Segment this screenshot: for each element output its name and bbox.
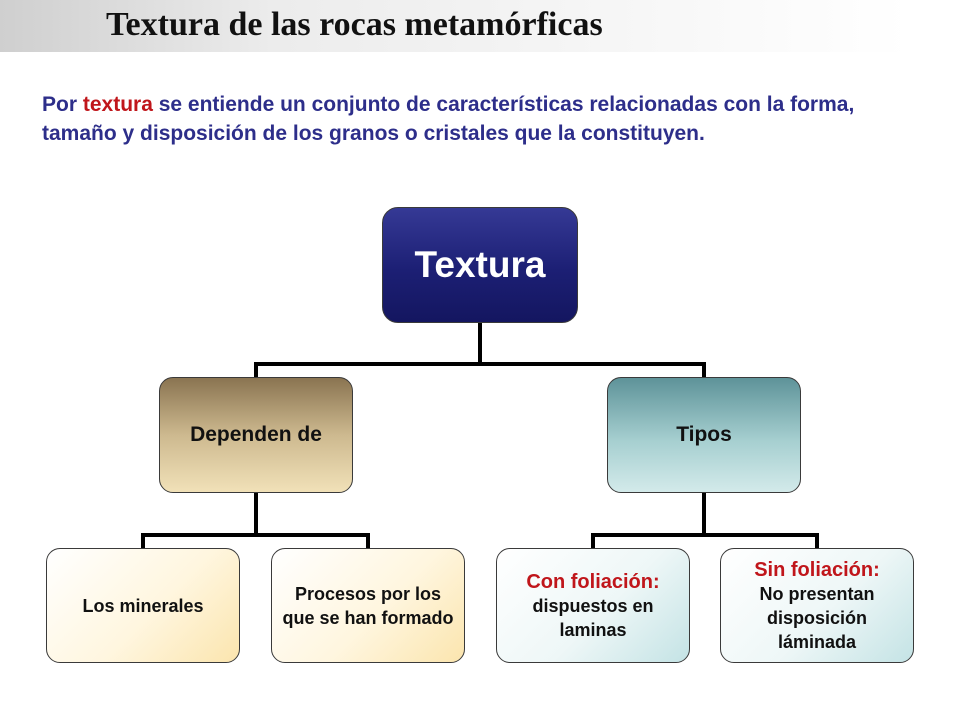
connector-right-down — [702, 362, 706, 377]
connector-left-branch-horizontal — [141, 533, 370, 537]
node-tipos-label: Tipos — [676, 423, 732, 446]
node-procesos — [271, 548, 465, 663]
connector-right-branch-down — [702, 493, 706, 535]
node-con-foliacion-text: dispuestos en laminas — [532, 595, 654, 640]
connector-leaf-d-down — [815, 533, 819, 548]
intro-paragraph — [42, 90, 922, 148]
connector-leaf-b-down — [366, 533, 370, 548]
intro-before: Por — [42, 93, 83, 116]
connector-left-branch-down — [254, 493, 258, 535]
slide-title: Textura de las rocas metamórficas — [106, 6, 603, 43]
intro-highlight: textura — [82, 93, 153, 116]
node-sin-foliacion — [720, 548, 914, 663]
node-textura-label: Textura — [414, 244, 546, 285]
node-sin-foliacion-title: Sin foliación: — [754, 558, 880, 581]
node-procesos-label: Procesos por los que se han formado — [282, 583, 454, 628]
connector-leaf-a-down — [141, 533, 145, 548]
node-los-minerales-label: Los minerales — [82, 595, 204, 616]
node-sin-foliacion-text: No presentan disposición láminada — [759, 583, 875, 652]
connector-right-branch-horizontal — [591, 533, 819, 537]
intro-after: se entiende un conjunto de características relacionadas con la forma, tamaño y disposición de los granos o cristales que la constituyen. — [42, 93, 855, 145]
node-los-minerales — [46, 548, 240, 663]
node-textura — [382, 207, 578, 323]
node-tipos — [607, 377, 801, 493]
node-con-foliacion-title: Con foliación: — [526, 570, 660, 593]
connector-root-down — [478, 323, 482, 365]
node-con-foliacion — [496, 548, 690, 663]
connector-left-down — [254, 362, 258, 377]
node-dependen-de-label: Dependen de — [190, 423, 322, 446]
node-dependen-de — [159, 377, 353, 493]
connector-level1-horizontal — [254, 362, 706, 366]
connector-leaf-c-down — [591, 533, 595, 548]
